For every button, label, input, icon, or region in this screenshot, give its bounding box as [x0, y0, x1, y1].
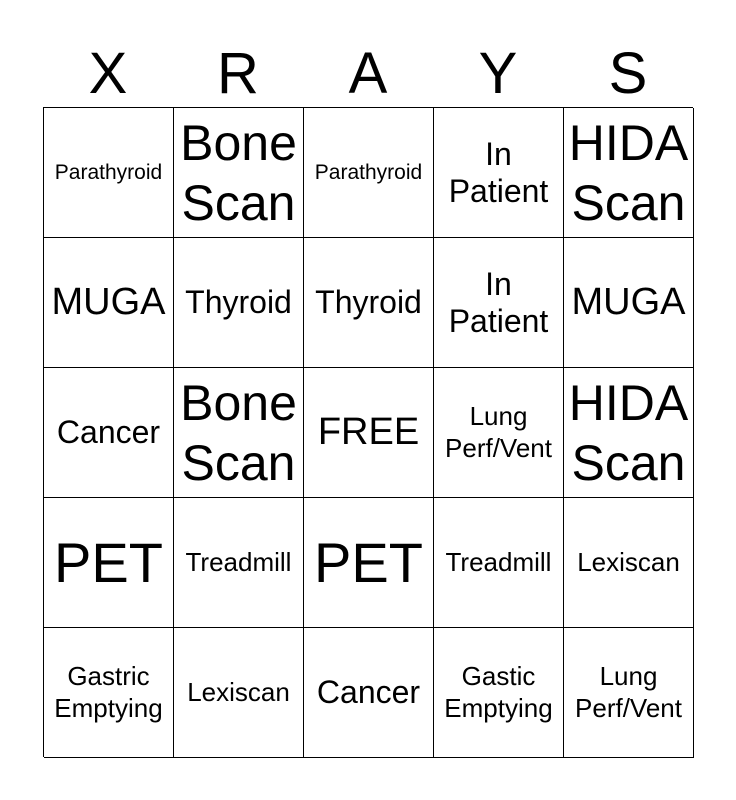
cell-label: Gastric Emptying [54, 661, 163, 723]
bingo-cell[interactable] [564, 238, 694, 368]
cell-label: PET [314, 530, 423, 594]
header-letter-r: R [217, 41, 259, 106]
cell-label: Treadmill [185, 546, 292, 577]
cell-label: Lung Perf/Vent [575, 661, 682, 723]
header-letter-y: Y [478, 41, 518, 106]
cell-label: In Patient [448, 265, 549, 339]
cell-label: Cancer [56, 414, 161, 451]
header-letter-x: X [88, 41, 128, 106]
bingo-header [43, 42, 693, 106]
cell-label: Lexiscan [577, 546, 680, 577]
cell-label: Bone Scan [180, 114, 297, 231]
bingo-cell[interactable] [564, 628, 694, 758]
cell-label: Treadmill [445, 546, 552, 577]
bingo-cell[interactable] [44, 108, 174, 238]
bingo-cell[interactable] [44, 238, 174, 368]
cell-label: Thyroid [185, 284, 292, 321]
cell-label: Parathyroid [54, 160, 163, 184]
bingo-cell[interactable] [174, 628, 304, 758]
bingo-cell[interactable] [434, 498, 564, 628]
cell-label: Parathyroid [314, 160, 423, 184]
bingo-cell[interactable] [564, 368, 694, 498]
free-space-label: FREE [317, 410, 420, 453]
cell-label: Gastic Emptying [444, 661, 553, 723]
bingo-cell[interactable] [434, 238, 564, 368]
bingo-cell[interactable] [174, 498, 304, 628]
cell-label: HIDA Scan [568, 374, 689, 491]
header-letter-s: S [608, 41, 648, 106]
bingo-cell[interactable] [434, 628, 564, 758]
bingo-cell[interactable] [564, 108, 694, 238]
bingo-cell-free[interactable] [304, 368, 434, 498]
cell-label: MUGA [51, 280, 166, 323]
header-letter-a: A [348, 41, 388, 106]
cell-label: MUGA [571, 280, 686, 323]
cell-label: HIDA Scan [568, 114, 689, 231]
bingo-cell[interactable] [304, 108, 434, 238]
bingo-cell[interactable] [44, 368, 174, 498]
bingo-cell[interactable] [434, 108, 564, 238]
bingo-cell[interactable] [174, 368, 304, 498]
bingo-board [43, 107, 693, 757]
cell-label: In Patient [448, 135, 549, 209]
bingo-cell[interactable] [304, 498, 434, 628]
cell-label: PET [54, 530, 163, 594]
bingo-cell[interactable] [564, 498, 694, 628]
cell-label: Lexiscan [187, 676, 290, 707]
bingo-cell[interactable] [304, 628, 434, 758]
bingo-cell[interactable] [434, 368, 564, 498]
bingo-cell[interactable] [44, 498, 174, 628]
bingo-cell[interactable] [174, 108, 304, 238]
cell-label: Bone Scan [180, 374, 297, 491]
bingo-cell[interactable] [304, 238, 434, 368]
cell-label: Thyroid [315, 284, 422, 321]
bingo-cell[interactable] [174, 238, 304, 368]
cell-label: Lung Perf/Vent [445, 401, 552, 463]
cell-label: Cancer [316, 674, 421, 711]
bingo-cell[interactable] [44, 628, 174, 758]
